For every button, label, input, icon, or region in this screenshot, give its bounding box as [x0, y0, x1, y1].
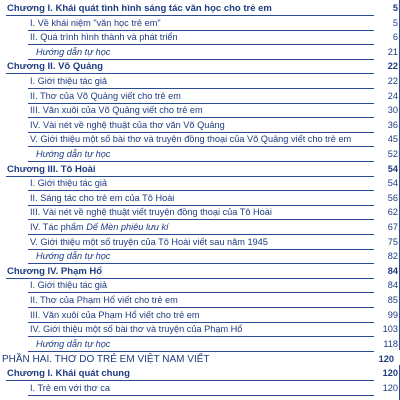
toc-entry-title: Chương I. Khái quát tình hình sáng tác văn học cho trẻ em — [7, 3, 272, 14]
toc-entry-title: III. Văn xuôi của Võ Quảng viết cho trẻ em — [30, 105, 203, 116]
toc-entry-section — [28, 73, 398, 89]
toc-entry-page: 45 — [387, 134, 398, 145]
toc-entry-title: II. Quá trình hình thành và phát triển — [30, 32, 178, 43]
toc-entry-title: Hướng dẫn tự học — [36, 149, 111, 159]
toc-entry-page: 21 — [387, 46, 398, 57]
toc-entry-title: Hướng dẫn tự học — [36, 338, 111, 349]
toc-entry-study-guide — [28, 146, 398, 162]
toc-entry-title: IV. Vài nét về nghệ thuật của thơ văn Võ Quảng — [30, 119, 225, 130]
toc-entry-title: I. Về khái niệm "văn học trẻ em" — [30, 17, 161, 28]
toc-entry-title: II. Thơ của Phạm Hổ viết cho trẻ em — [30, 295, 178, 305]
toc-entry-page: 118 — [383, 338, 398, 349]
toc-entry-page: 56 — [387, 192, 398, 203]
toc-entry-title: III. Văn xuôi của Phạm Hổ viết cho trẻ em — [30, 309, 200, 320]
toc-entry-page: 5 — [392, 3, 398, 13]
toc-entry-page: 120 — [378, 354, 394, 365]
toc-entry-title: III. Vài nét về nghệ thuật viết truyện đồng thoại của Tô Hoài — [30, 207, 272, 218]
toc-entry-part — [0, 350, 400, 366]
toc-entry-page: 22 — [387, 61, 398, 72]
toc-entry-page: 62 — [387, 207, 398, 218]
toc-entry-title — [30, 222, 169, 233]
toc-entry-title: I. Giới thiệu tác giả — [30, 76, 108, 86]
toc-entry-section — [28, 277, 398, 293]
toc-entry-section — [28, 307, 398, 323]
toc-entry-page: 75 — [387, 236, 398, 247]
toc-entry-page: 84 — [387, 280, 398, 291]
toc-entry-section — [28, 292, 398, 308]
toc-entry-page: 36 — [387, 119, 398, 130]
toc-entry-page: 22 — [387, 76, 398, 86]
toc-entry-title: V. Giới thiệu một số bài thơ và truyện đồng thoại của Võ Quảng viết cho trẻ em — [30, 134, 352, 145]
toc-entry-title: I. Trẻ em với thơ ca — [30, 382, 110, 393]
toc-entry-chapter — [6, 365, 398, 381]
toc-entry-title: Chương III. Tô Hoài — [7, 163, 96, 175]
toc-entry-chapter — [6, 263, 398, 279]
toc-entry-title: IV. Giới thiệu một số bài thơ và truyện của Phạm Hổ — [30, 324, 243, 335]
toc-entry-section — [28, 29, 398, 45]
toc-entry-page: 52 — [387, 149, 398, 159]
toc-entry-chapter — [6, 0, 398, 16]
toc-entry-page: 67 — [387, 222, 398, 232]
toc-entry-page: 84 — [387, 265, 398, 276]
toc-entry-title: PHẦN HAI. THƠ DO TRẺ EM VIỆT NAM VIẾT — [2, 354, 210, 366]
toc-entry-title: Chương IV. Phạm Hổ — [7, 265, 103, 277]
toc-entry-section — [28, 117, 398, 133]
toc-entry-page: 24 — [387, 90, 398, 101]
toc-entry-section — [28, 219, 398, 235]
toc-entry-chapter — [6, 161, 398, 177]
toc-entry-section — [28, 380, 398, 396]
toc-entry-page: 120 — [382, 382, 398, 393]
toc-entry-title: Chương II. Võ Quảng — [7, 61, 103, 73]
toc-entry-section — [28, 88, 398, 104]
toc-entry-page: 120 — [382, 368, 398, 378]
toc-entry-chapter — [6, 58, 398, 74]
toc-entry-page: 6 — [392, 32, 398, 43]
toc-entry-study-guide — [28, 336, 398, 352]
toc-entry-page: 99 — [387, 309, 398, 320]
toc-entry-work-title: Dế Mèn phiêu lưu kí — [86, 222, 169, 232]
toc-entry-title: I. Giới thiệu tác giả — [30, 178, 108, 189]
toc-entry-section — [28, 131, 398, 147]
toc-entry-title: V. Giới thiệu một số truyện của Tô Hoài viết sau năm 1945 — [30, 236, 268, 247]
toc-entry-page: 103 — [382, 324, 398, 335]
toc-entry-section — [28, 204, 398, 220]
toc-entry-title: Hướng dẫn tự học — [36, 46, 111, 57]
toc-entry-section — [28, 321, 398, 337]
toc-entry-page: 5 — [392, 17, 398, 28]
toc-entry-title: II. Sáng tác cho trẻ em của Tô Hoài — [30, 192, 175, 203]
toc-entry-page: 54 — [387, 163, 398, 174]
toc-entry-section — [28, 190, 398, 206]
toc-entry-page: 85 — [387, 295, 398, 305]
toc-entry-section — [28, 175, 398, 191]
toc-entry-title: Hướng dẫn tự học — [36, 251, 111, 262]
toc-entry-page: 82 — [387, 251, 398, 262]
toc-entry-title-prefix: IV. Tác phẩm — [30, 222, 87, 232]
toc-entry-section — [28, 234, 398, 250]
toc-entry-study-guide — [28, 248, 398, 264]
toc-entry-section — [28, 102, 398, 118]
toc-entry-section — [28, 15, 398, 31]
toc-entry-page: 54 — [387, 178, 398, 189]
toc-entry-study-guide — [28, 44, 398, 60]
toc-entry-page: 30 — [387, 105, 398, 116]
toc-entry-title: II. Thơ của Võ Quảng viết cho trẻ em — [30, 90, 181, 101]
toc-entry-title: I. Giới thiệu tác giả — [30, 280, 108, 291]
toc-entry-title: Chương I. Khái quát chung — [7, 368, 130, 379]
